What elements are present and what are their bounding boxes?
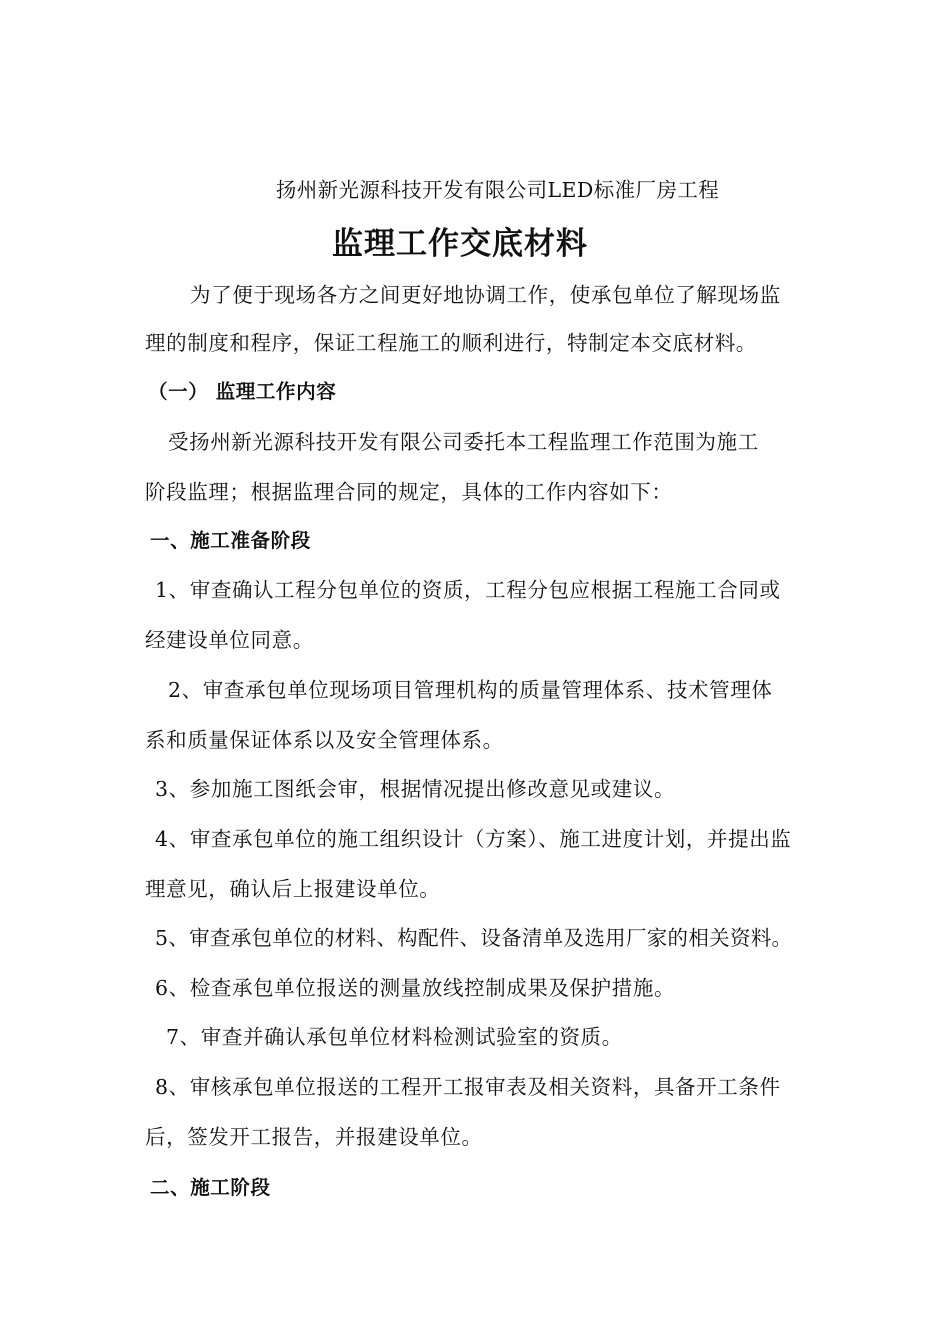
list-item: 3、参加施工图纸会审，根据情况提出修改意见或建议。	[155, 777, 676, 801]
document-subtitle: 扬州新光源科技开发有限公司LED标准厂房工程	[275, 178, 720, 202]
part-heading-preparation: 一、施工准备阶段	[150, 529, 311, 552]
list-item: 7、审查并确认承包单位材料检测试验室的资质。	[166, 1025, 623, 1049]
list-item: 8、审核承包单位报送的工程开工报审表及相关资料，具备开工条件	[155, 1075, 781, 1099]
list-item-continuation: 系和质量保证体系以及安全管理体系。	[145, 728, 504, 752]
intro-line-1: 为了便于现场各方之间更好地协调工作，使承包单位了解现场监	[190, 283, 781, 307]
section-text-line-1: 受扬州新光源科技开发有限公司委托本工程监理工作范围为施工	[168, 430, 759, 454]
list-item: 6、检查承包单位报送的测量放线控制成果及保护措施。	[155, 976, 676, 1000]
list-item: 1、审查确认工程分包单位的资质，工程分包应根据工程施工合同或	[155, 578, 781, 602]
list-item: 2、审查承包单位现场项目管理机构的质量管理体系、技术管理体	[168, 678, 773, 702]
document-title: 监理工作交底材料	[332, 226, 588, 262]
list-item-continuation: 理意见，确认后上报建设单位。	[145, 877, 441, 901]
list-item: 5、审查承包单位的材料、构配件、设备清单及选用厂家的相关资料。	[155, 926, 793, 950]
part-heading-construction: 二、施工阶段	[150, 1176, 271, 1199]
list-item: 4、审查承包单位的施工组织设计（方案）、施工进度计划，并提出监	[155, 827, 792, 851]
section-text-line-2: 阶段监理；根据监理合同的规定，具体的工作内容如下：	[145, 480, 673, 504]
intro-line-2: 理的制度和程序，保证工程施工的顺利进行，特制定本交底材料。	[145, 331, 757, 355]
list-item-continuation: 经建设单位同意。	[145, 628, 314, 652]
list-item-continuation: 后，签发开工报告，并报建设单位。	[145, 1125, 483, 1149]
section-heading-work-content: （一） 监理工作内容	[148, 380, 337, 403]
